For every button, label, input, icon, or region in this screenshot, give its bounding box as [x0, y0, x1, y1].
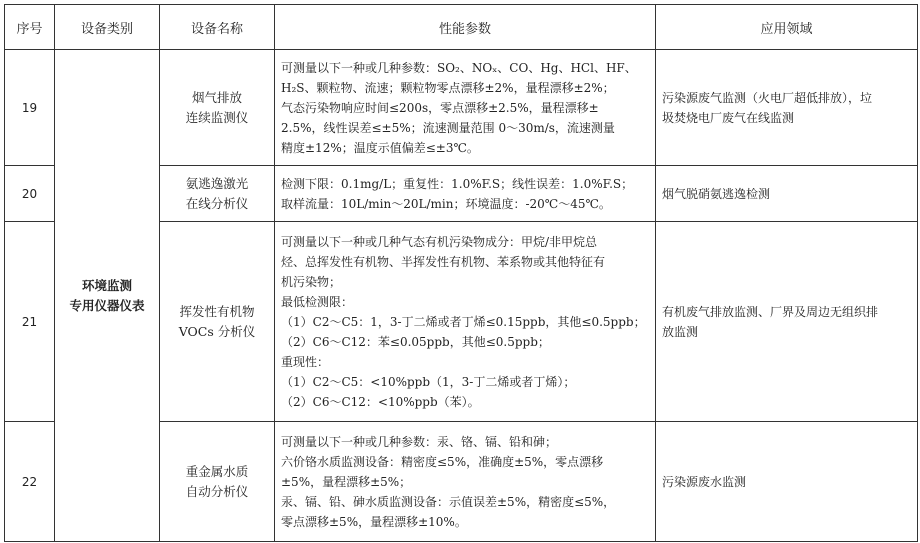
device-name-line: 重金属水质	[185, 463, 249, 479]
params-cell	[275, 222, 656, 422]
row-number: 21	[5, 222, 55, 422]
category-line: 环境监测	[81, 277, 132, 293]
row-number: 19	[5, 50, 55, 166]
device-name-cell	[160, 166, 275, 222]
param-line: 可测量以下一种或几种参数：SO₂、NOₓ、CO、Hg、HCl、HF、	[281, 60, 637, 75]
application-line: 污染源废气监测（火电厂超低排放），垃	[662, 90, 873, 105]
param-line: 气态污染物响应时间≤200s，零点漂移±2.5%，量程漂移±	[281, 100, 599, 115]
param-line: （1）C2～C5：1，3-丁二烯或者丁烯≤0.15ppb，其他≤0.5ppb；	[281, 314, 646, 329]
param-line: 汞、镉、铅、砷水质监测设备：示值误差±5%，精密度≤5%，	[281, 494, 616, 509]
param-line: （2）C6～C12：<10%ppb（苯）。	[281, 394, 480, 409]
application-cell	[656, 422, 918, 542]
header-params: 性能参数	[275, 5, 656, 50]
row-number: 22	[5, 422, 55, 542]
param-line: 检测下限：0.1mg/L；重复性：1.0%F.S；线性误差：1.0%F.S；	[281, 176, 634, 191]
header-row	[5, 5, 918, 50]
param-line: 零点漂移±5%，量程漂移±10%。	[281, 514, 467, 529]
param-line: （1）C2～C5：<10%ppb（1，3-丁二烯或者丁烯）；	[281, 374, 576, 389]
equipment-spec-table	[4, 4, 918, 542]
header-name: 设备名称	[160, 5, 275, 50]
header-category: 设备类别	[55, 5, 160, 50]
device-name-line: VOCs 分析仪	[178, 323, 256, 339]
param-line: 可测量以下一种或几种气态有机污染物成分：甲烷/非甲烷总	[281, 234, 598, 249]
application-line: 烟气脱硝氨逃逸检测	[662, 186, 771, 201]
device-name-line: 在线分析仪	[185, 195, 249, 211]
category-cell	[55, 50, 160, 542]
application-line: 圾焚烧电厂废气在线监测	[662, 110, 795, 125]
param-line: （2）C6～C12：苯≤0.05ppb，其他≤0.5ppb；	[281, 334, 550, 349]
device-name-line: 自动分析仪	[185, 483, 249, 499]
param-line: 精度±12%；温度示值偏差≤±3℃。	[281, 140, 479, 155]
device-name-line: 烟气排放	[191, 89, 242, 105]
param-line: 机污染物；	[281, 274, 342, 289]
param-line: 可测量以下一种或几种参数：汞、铬、镉、铅和砷；	[281, 434, 558, 449]
table-row	[5, 50, 918, 166]
params-cell	[275, 422, 656, 542]
params-cell	[275, 50, 656, 166]
application-cell	[656, 50, 918, 166]
application-line: 有机废气排放监测、厂界及周边无组织排	[662, 304, 879, 319]
param-line: ±5%，量程漂移±5%；	[281, 474, 412, 489]
param-line: 2.5%，线性误差≤±5%；流速测量范围 0～30m/s，流速测量	[281, 120, 615, 135]
param-line: 六价铬水质监测设备：精密度≤5%，准确度±5%，零点漂移	[281, 454, 604, 469]
param-line: 重现性：	[281, 354, 330, 369]
row-number: 20	[5, 166, 55, 222]
device-name-cell	[160, 422, 275, 542]
application-cell	[656, 222, 918, 422]
device-name-line: 连续监测仪	[185, 109, 249, 125]
application-line: 放监测	[662, 324, 699, 339]
application-line: 污染源废水监测	[662, 474, 747, 489]
device-name-line: 氨逃逸激光	[185, 175, 249, 191]
header-no: 序号	[5, 5, 55, 50]
application-cell	[656, 166, 918, 222]
category-line: 专用仪器仪表	[69, 297, 145, 313]
device-name-cell	[160, 222, 275, 422]
device-name-line: 挥发性有机物	[179, 303, 255, 319]
device-name-cell	[160, 50, 275, 166]
header-application: 应用领域	[656, 5, 918, 50]
param-line: 最低检测限：	[281, 294, 354, 309]
param-line: H₂S、颗粒物、流速；颗粒物零点漂移±2%，量程漂移±2%；	[281, 80, 615, 95]
params-cell	[275, 166, 656, 222]
param-line: 取样流量：10L/min～20L/min；环境温度：-20℃～45℃。	[281, 196, 611, 211]
param-line: 烃、总挥发性有机物、半挥发性有机物、苯系物或其他特征有	[281, 254, 606, 269]
